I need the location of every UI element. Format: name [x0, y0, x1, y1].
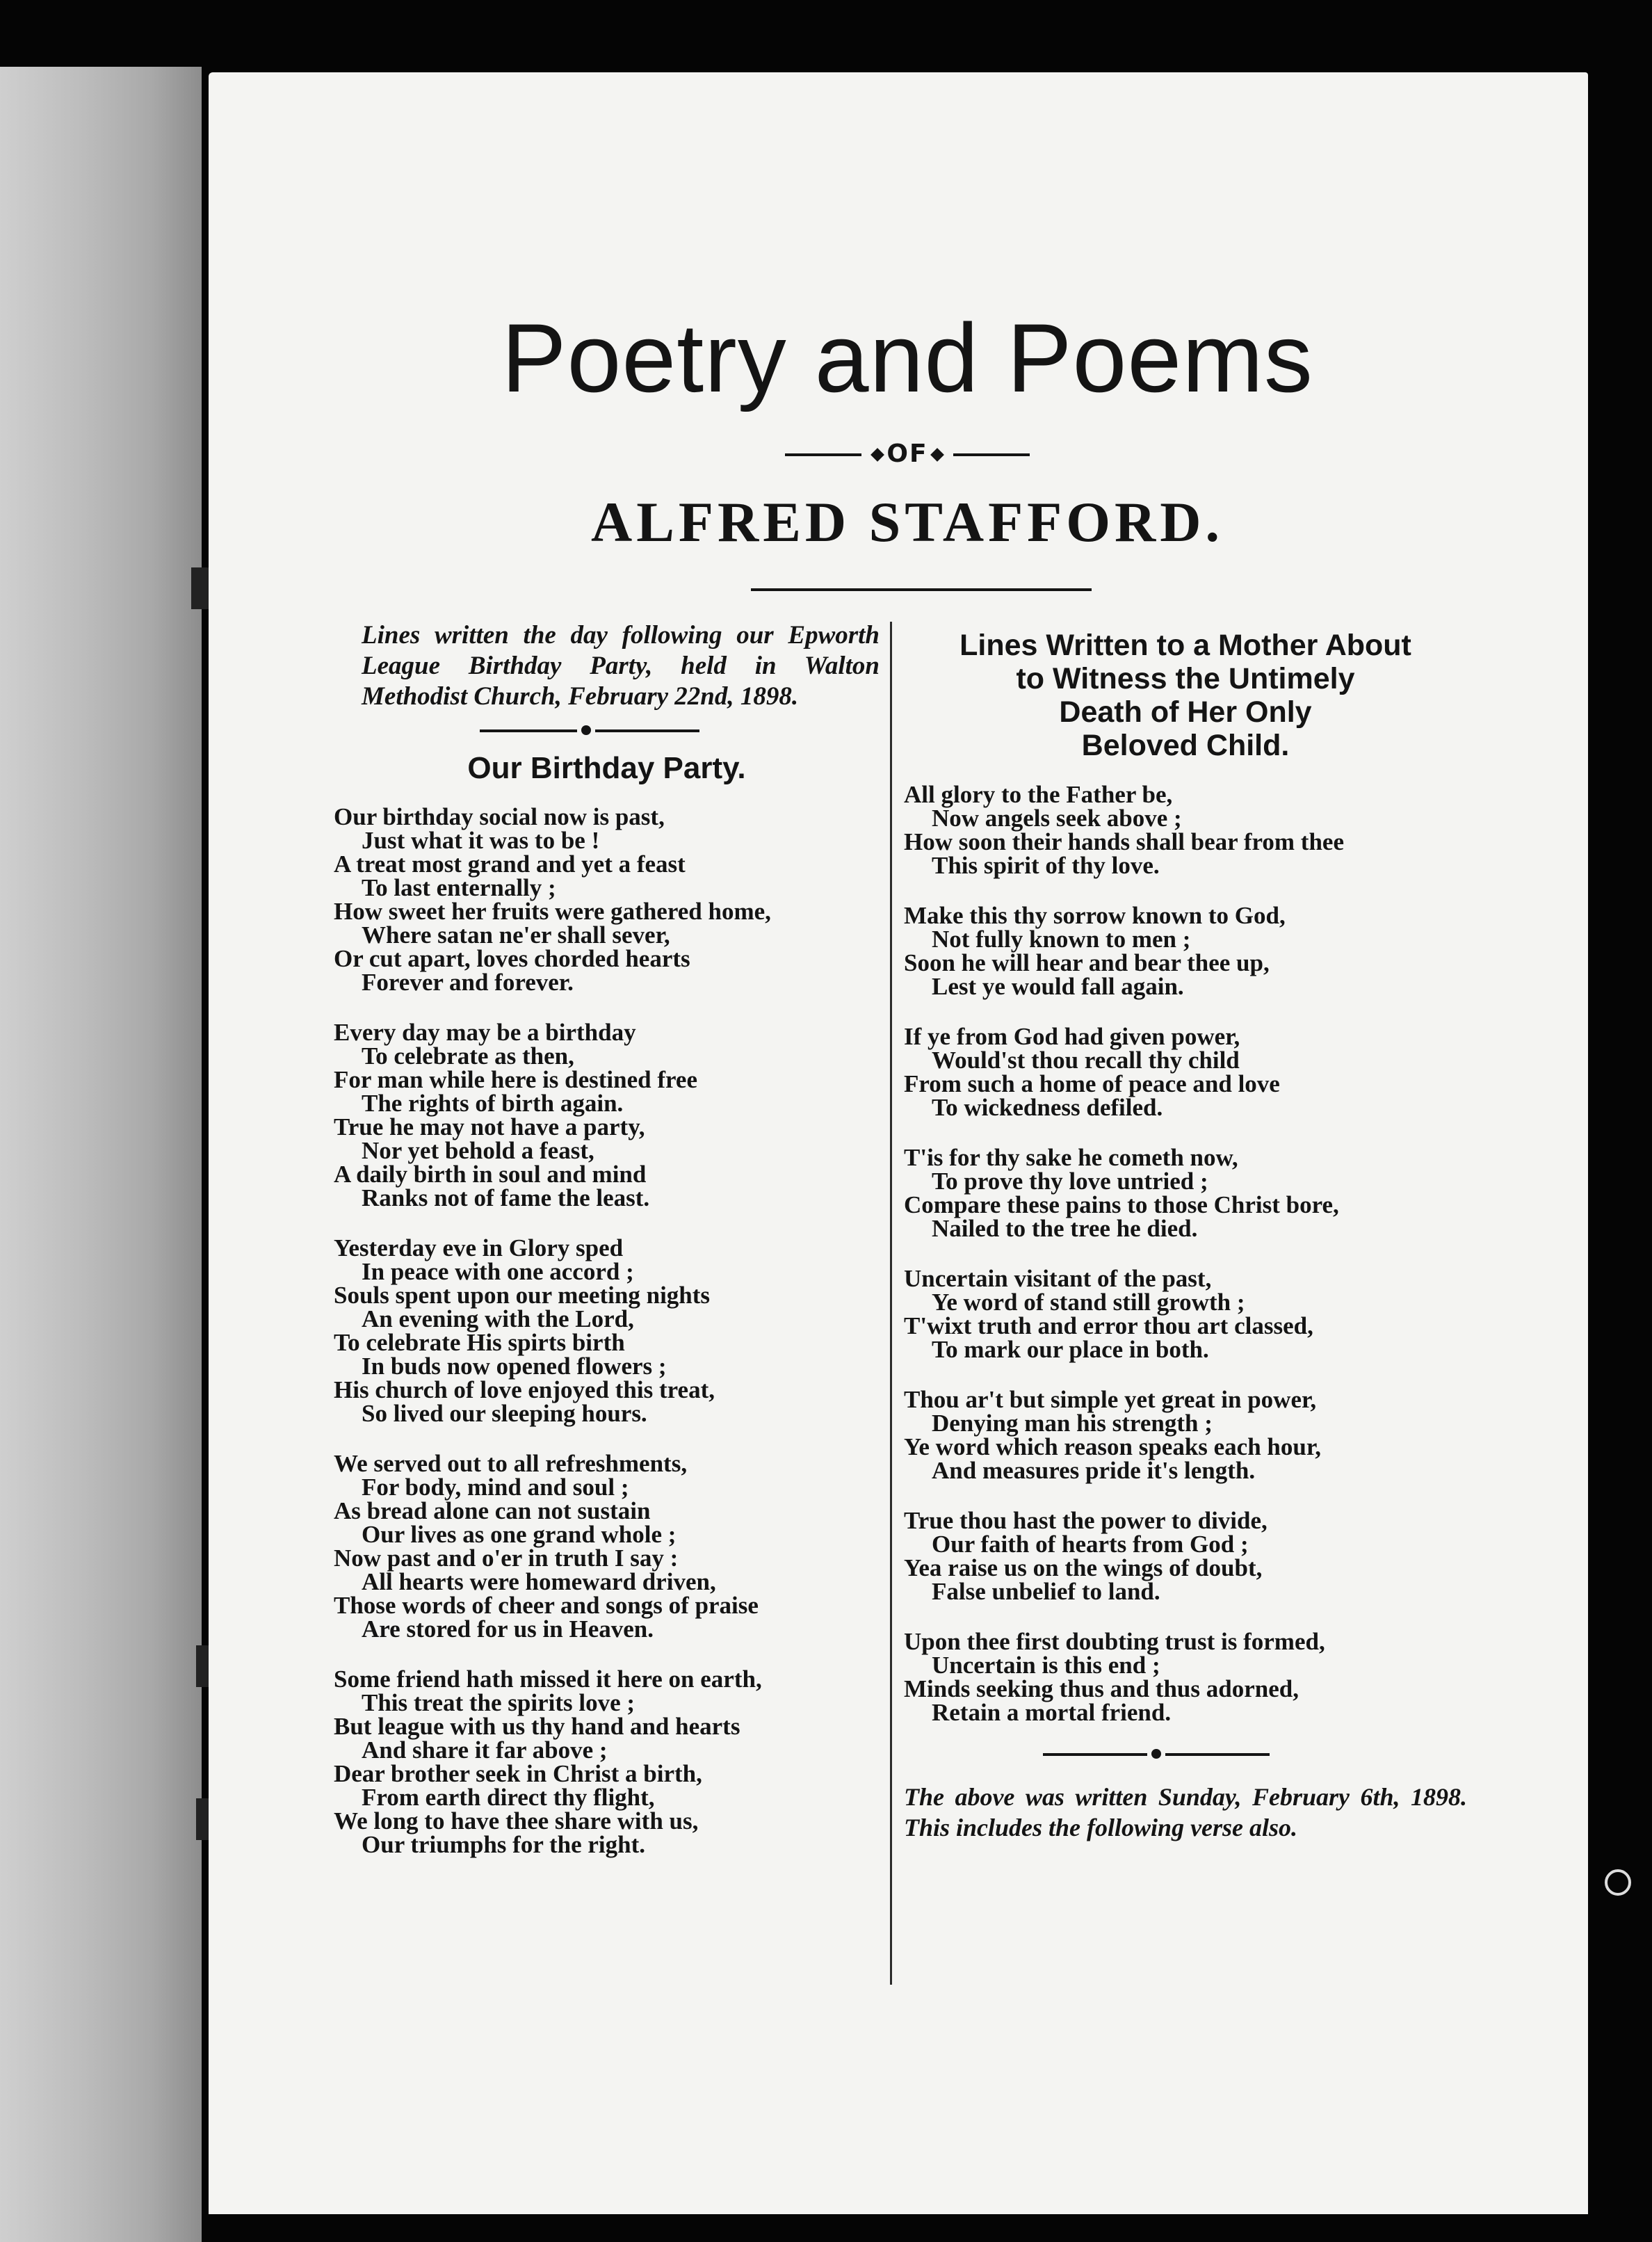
verse-line: Compare these pains to those Christ bore, — [904, 1191, 1339, 1218]
verse-line: We long to have thee share with us, — [334, 1807, 699, 1834]
verse-line: Our triumphs for the right. — [362, 1831, 646, 1858]
stanza — [334, 805, 880, 994]
verse-line: Soon he will hear and bear thee up, — [904, 949, 1270, 976]
title-line: to Witness the Untimely — [1016, 662, 1355, 695]
verse-line: Nor yet behold a feast, — [362, 1137, 594, 1164]
verse-line: Some friend hath missed it here on earth, — [334, 1666, 762, 1693]
verse-line: False unbelief to land. — [932, 1578, 1160, 1605]
document-page — [209, 72, 1588, 2214]
verse-line: Thou ar't but simple yet great in power, — [904, 1386, 1317, 1413]
rule-bar — [1043, 1753, 1147, 1756]
verse-line: Now angels seek above ; — [932, 805, 1182, 832]
rule-bar — [1165, 1753, 1270, 1756]
verse-line: Uncertain visitant of the past, — [904, 1265, 1212, 1292]
footnote: The above was written Sunday, February 6th, 1898. This includes the following verse also. — [904, 1783, 1467, 1841]
stanza — [334, 1452, 880, 1641]
verse-line: Denying man his strength ; — [932, 1410, 1213, 1437]
verse-line: To last enternally ; — [362, 874, 556, 901]
verse-line: Would'st thou recall thy child — [932, 1047, 1240, 1074]
verse-line: But league with us thy hand and hearts — [334, 1713, 740, 1740]
verse-line: Our birthday social now is past, — [334, 803, 665, 830]
book-binding-edge — [0, 67, 202, 2242]
stanza — [904, 1267, 1467, 1362]
verse-line: This treat the spirits love ; — [362, 1689, 635, 1716]
ornament-line — [953, 453, 1030, 456]
stanza — [904, 783, 1467, 878]
verse-line: Make this thy sorrow known to God, — [904, 902, 1286, 929]
verse-line: For man while here is destined free — [334, 1066, 698, 1093]
ornament-rule — [334, 720, 880, 741]
verse-line: We served out to all refreshments, — [334, 1450, 688, 1477]
verse-line: Or cut apart, loves chorded hearts — [334, 945, 690, 972]
verse-line: So lived our sleeping hours. — [362, 1400, 647, 1427]
verse-line: Not fully known to men ; — [932, 926, 1191, 953]
author-name: ALFRED STAFFORD. — [591, 490, 1224, 554]
verse-line: Uncertain is this end ; — [932, 1652, 1160, 1679]
verse-line: An evening with the Lord, — [362, 1305, 634, 1332]
verse-line: Now past and o'er in truth I say : — [334, 1545, 679, 1572]
verse-line: This spirit of thy love. — [932, 852, 1160, 879]
verse-line: True thou hast the power to divide, — [904, 1507, 1268, 1534]
verse-line: True he may not have a party, — [334, 1113, 645, 1140]
of-text: OF — [886, 439, 928, 468]
verse-line: The rights of birth again. — [362, 1090, 624, 1117]
stanza — [904, 1146, 1467, 1241]
verse-line: And measures pride it's length. — [932, 1457, 1256, 1484]
verse-line: To celebrate as then, — [362, 1042, 574, 1070]
verse-line: Ye word which reason speaks each hour, — [904, 1433, 1321, 1460]
ornament-line — [785, 453, 861, 456]
title-divider — [751, 588, 1092, 591]
verse-line: In peace with one accord ; — [362, 1258, 634, 1285]
stanza — [904, 904, 1467, 999]
verse-line: For body, mind and soul ; — [362, 1474, 629, 1501]
verse-line: T'is for thy sake he cometh now, — [904, 1144, 1238, 1171]
title-line: Death of Her Only — [1059, 695, 1312, 729]
verse-line: Our lives as one grand whole ; — [362, 1521, 677, 1548]
verse-line: Ye word of stand still growth ; — [932, 1289, 1245, 1316]
left-column — [334, 620, 880, 1883]
verse-line: As bread alone can not sustain — [334, 1497, 651, 1524]
rule-dot — [1151, 1749, 1161, 1759]
verse-line: Dear brother seek in Christ a birth, — [334, 1760, 702, 1787]
verse-line: A treat most grand and yet a feast — [334, 850, 686, 878]
right-column — [904, 629, 1467, 1843]
verse-line: To celebrate His spirts birth — [334, 1329, 625, 1356]
verse-line: Upon thee first doubting trust is formed, — [904, 1628, 1325, 1655]
stanza — [904, 1388, 1467, 1483]
verse-line: To mark our place in both. — [932, 1336, 1209, 1363]
of-ornament — [209, 439, 1588, 481]
column-divider — [890, 622, 892, 1985]
verse-line: Forever and forever. — [362, 969, 574, 996]
verse-line: If ye from God had given power, — [904, 1023, 1240, 1050]
stanza — [334, 1236, 880, 1426]
verse-line: Ranks not of fame the least. — [362, 1184, 650, 1211]
verse-line: Just what it was to be ! — [362, 827, 600, 854]
left-stanzas — [334, 805, 880, 1857]
verse-line: Our faith of hearts from God ; — [932, 1531, 1249, 1558]
stanza — [904, 1630, 1467, 1725]
verse-line: Nailed to the tree he died. — [932, 1215, 1198, 1242]
verse-line: All glory to the Father be, — [904, 781, 1173, 808]
verse-line: To prove thy love untried ; — [932, 1168, 1208, 1195]
verse-line: And share it far above ; — [362, 1736, 608, 1764]
verse-line: Lest ye would fall again. — [932, 973, 1184, 1000]
page-title: Poetry and Poems — [501, 303, 1313, 412]
ornament-rule — [904, 1744, 1467, 1765]
verse-line: In buds now opened flowers ; — [362, 1353, 667, 1380]
stanza — [334, 1021, 880, 1210]
verse-line: Retain a mortal friend. — [932, 1699, 1172, 1726]
verse-line: From such a home of peace and love — [904, 1070, 1280, 1097]
ornament-diamond — [930, 448, 944, 462]
verse-line: From earth direct thy flight, — [362, 1784, 655, 1811]
poem-title: Our Birthday Party. — [467, 751, 746, 785]
rule-bar — [480, 729, 577, 732]
verse-line: His church of love enjoyed this treat, — [334, 1376, 715, 1403]
edge-mark — [1605, 1869, 1631, 1896]
verse-line: How sweet her fruits were gathered home, — [334, 898, 771, 925]
stanza — [904, 1509, 1467, 1604]
poem-intro: Lines written the day following our Epworth League Birthday Party, held in Walton Methodist Church, February 22nd, 1898. — [362, 621, 880, 711]
verse-line: Every day may be a birthday — [334, 1019, 636, 1046]
verse-line: A daily birth in soul and mind — [334, 1161, 647, 1188]
stanza — [904, 1025, 1467, 1120]
verse-line: How soon their hands shall bear from thee — [904, 828, 1344, 855]
verse-line: All hearts were homeward driven, — [362, 1568, 716, 1595]
title-line: Beloved Child. — [1081, 729, 1290, 762]
rule-bar — [595, 729, 699, 732]
stanza — [334, 1668, 880, 1857]
right-stanzas — [904, 783, 1467, 1725]
verse-line: Yea raise us on the wings of doubt, — [904, 1554, 1263, 1581]
verse-line: Yesterday eve in Glory sped — [334, 1234, 624, 1261]
verse-line: Those words of cheer and songs of praise — [334, 1592, 759, 1619]
verse-line: Are stored for us in Heaven. — [362, 1615, 654, 1643]
rule-dot — [581, 725, 591, 735]
poem-title — [904, 629, 1467, 762]
verse-line: Minds seeking thus and thus adorned, — [904, 1675, 1299, 1702]
verse-line: Where satan ne'er shall sever, — [362, 921, 670, 949]
verse-line: To wickedness defiled. — [932, 1094, 1163, 1121]
title-line: Lines Written to a Mother About — [959, 629, 1411, 662]
verse-line: Souls spent upon our meeting nights — [334, 1282, 711, 1309]
ornament-diamond — [870, 448, 884, 462]
verse-line: T'wixt truth and error thou art classed, — [904, 1312, 1313, 1339]
